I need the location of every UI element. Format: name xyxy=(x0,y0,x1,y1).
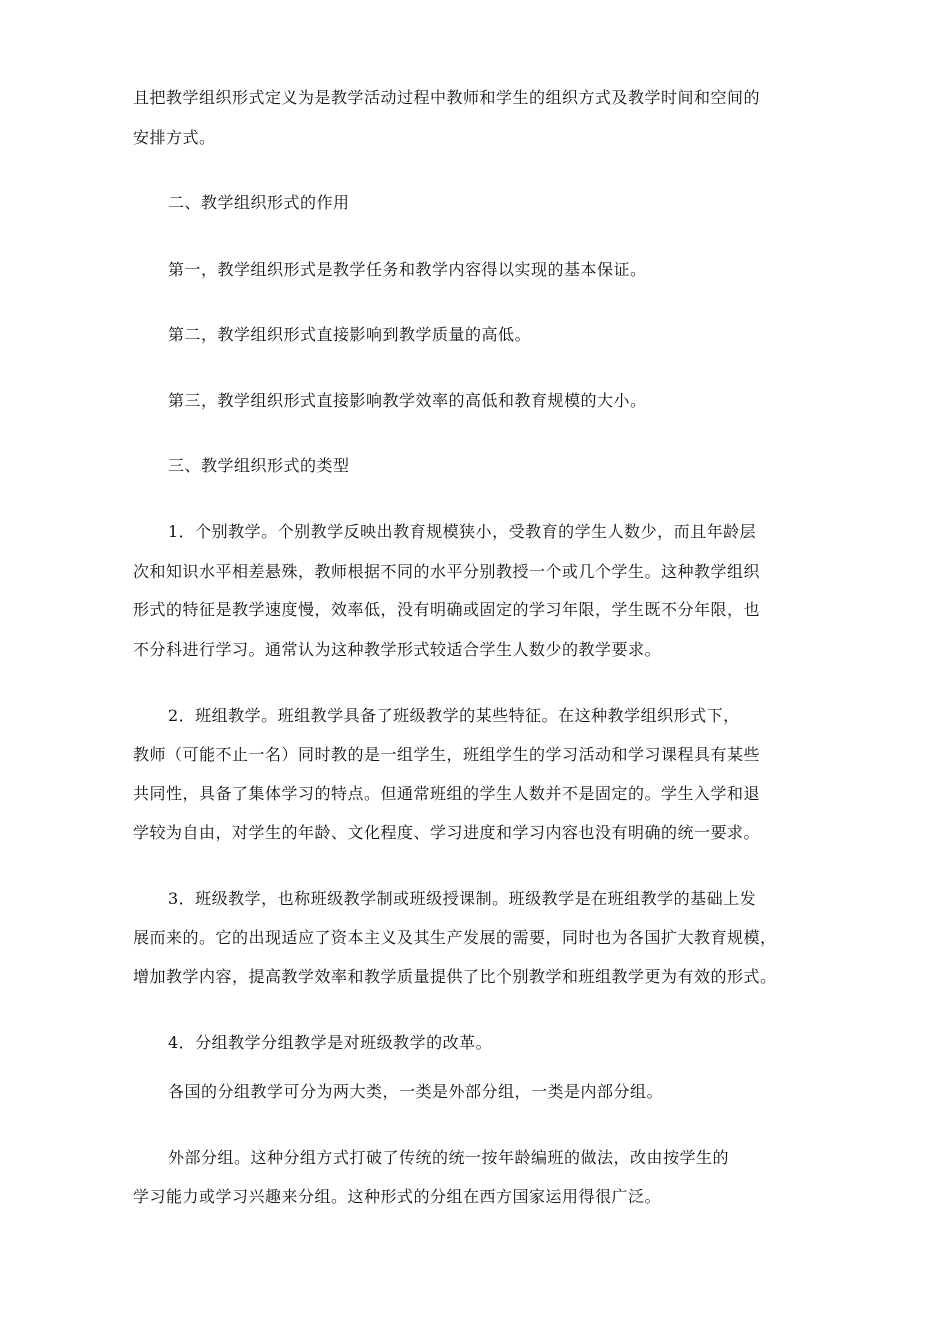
paragraph-type-3-line-3: 增加教学内容，提高教学效率和教学质量提供了比个别教学和班组教学更为有效的形式。 xyxy=(133,967,777,986)
paragraph-role-3: 第三，教学组织形式直接影响教学效率的高低和教育规模的大小。 xyxy=(168,391,647,410)
paragraph-external-line-2: 学习能力或学习兴趣来分组。这种形式的分组在西方国家运用得很广泛。 xyxy=(133,1187,662,1206)
paragraph-type-1-line-3: 形式的特征是教学速度慢，效率低，没有明确或固定的学习年限，学生既不分年限，也 xyxy=(133,600,761,619)
paragraph-role-1: 第一，教学组织形式是教学任务和教学内容得以实现的基本保证。 xyxy=(168,260,647,279)
paragraph-type-3-line-2: 展而来的。它的出现适应了资本主义及其生产发展的需要，同时也为各国扩大教育规模， xyxy=(133,928,777,947)
paragraph-type-2-line-1: 2．班组教学。班组教学具备了班级教学的某些特征。在这种教学组织形式下， xyxy=(168,706,740,725)
paragraph-intro-line-2: 安排方式。 xyxy=(133,128,216,147)
paragraph-type-3-line-1: 3．班级教学，也称班级教学制或班级授课制。班级教学是在班组教学的基础上发 xyxy=(168,889,757,908)
paragraph-type-1-line-2: 次和知识水平相差悬殊，教师根据不同的水平分别教授一个或几个学生。这种教学组织 xyxy=(133,562,761,581)
paragraph-external-line-1: 外部分组。这种分组方式打破了传统的统一按年龄编班的做法，改由按学生的 xyxy=(168,1148,730,1167)
paragraph-role-2: 第二，教学组织形式直接影响到教学质量的高低。 xyxy=(168,325,532,344)
paragraph-type-2-line-2: 教师（可能不止一名）同时教的是一组学生，班组学生的学习活动和学习课程具有某些 xyxy=(133,745,761,764)
paragraph-type-2-line-4: 学较为自由，对学生的年龄、文化程度、学习进度和学习内容也没有明确的统一要求。 xyxy=(133,823,761,842)
paragraph-type-1-line-1: 1．个别教学。个别教学反映出教育规模狭小，受教育的学生人数少，而且年龄层 xyxy=(168,522,757,541)
paragraph-grouping: 各国的分组教学可分为两大类，一类是外部分组，一类是内部分组。 xyxy=(168,1082,664,1101)
paragraph-type-4: 4．分组教学分组教学是对班级教学的改革。 xyxy=(168,1033,493,1052)
section-heading-role: 二、教学组织形式的作用 xyxy=(168,193,350,212)
paragraph-type-2-line-3: 共同性，具备了集体学习的特点。但通常班组的学生人数并不是固定的。学生入学和退 xyxy=(133,784,761,803)
paragraph-type-1-line-4: 不分科进行学习。通常认为这种教学形式较适合学生人数少的教学要求。 xyxy=(133,640,662,659)
paragraph-intro-line-1: 且把教学组织形式定义为是教学活动过程中教师和学生的组织方式及教学时间和空间的 xyxy=(133,88,761,107)
section-heading-types: 三、教学组织形式的类型 xyxy=(168,456,350,475)
